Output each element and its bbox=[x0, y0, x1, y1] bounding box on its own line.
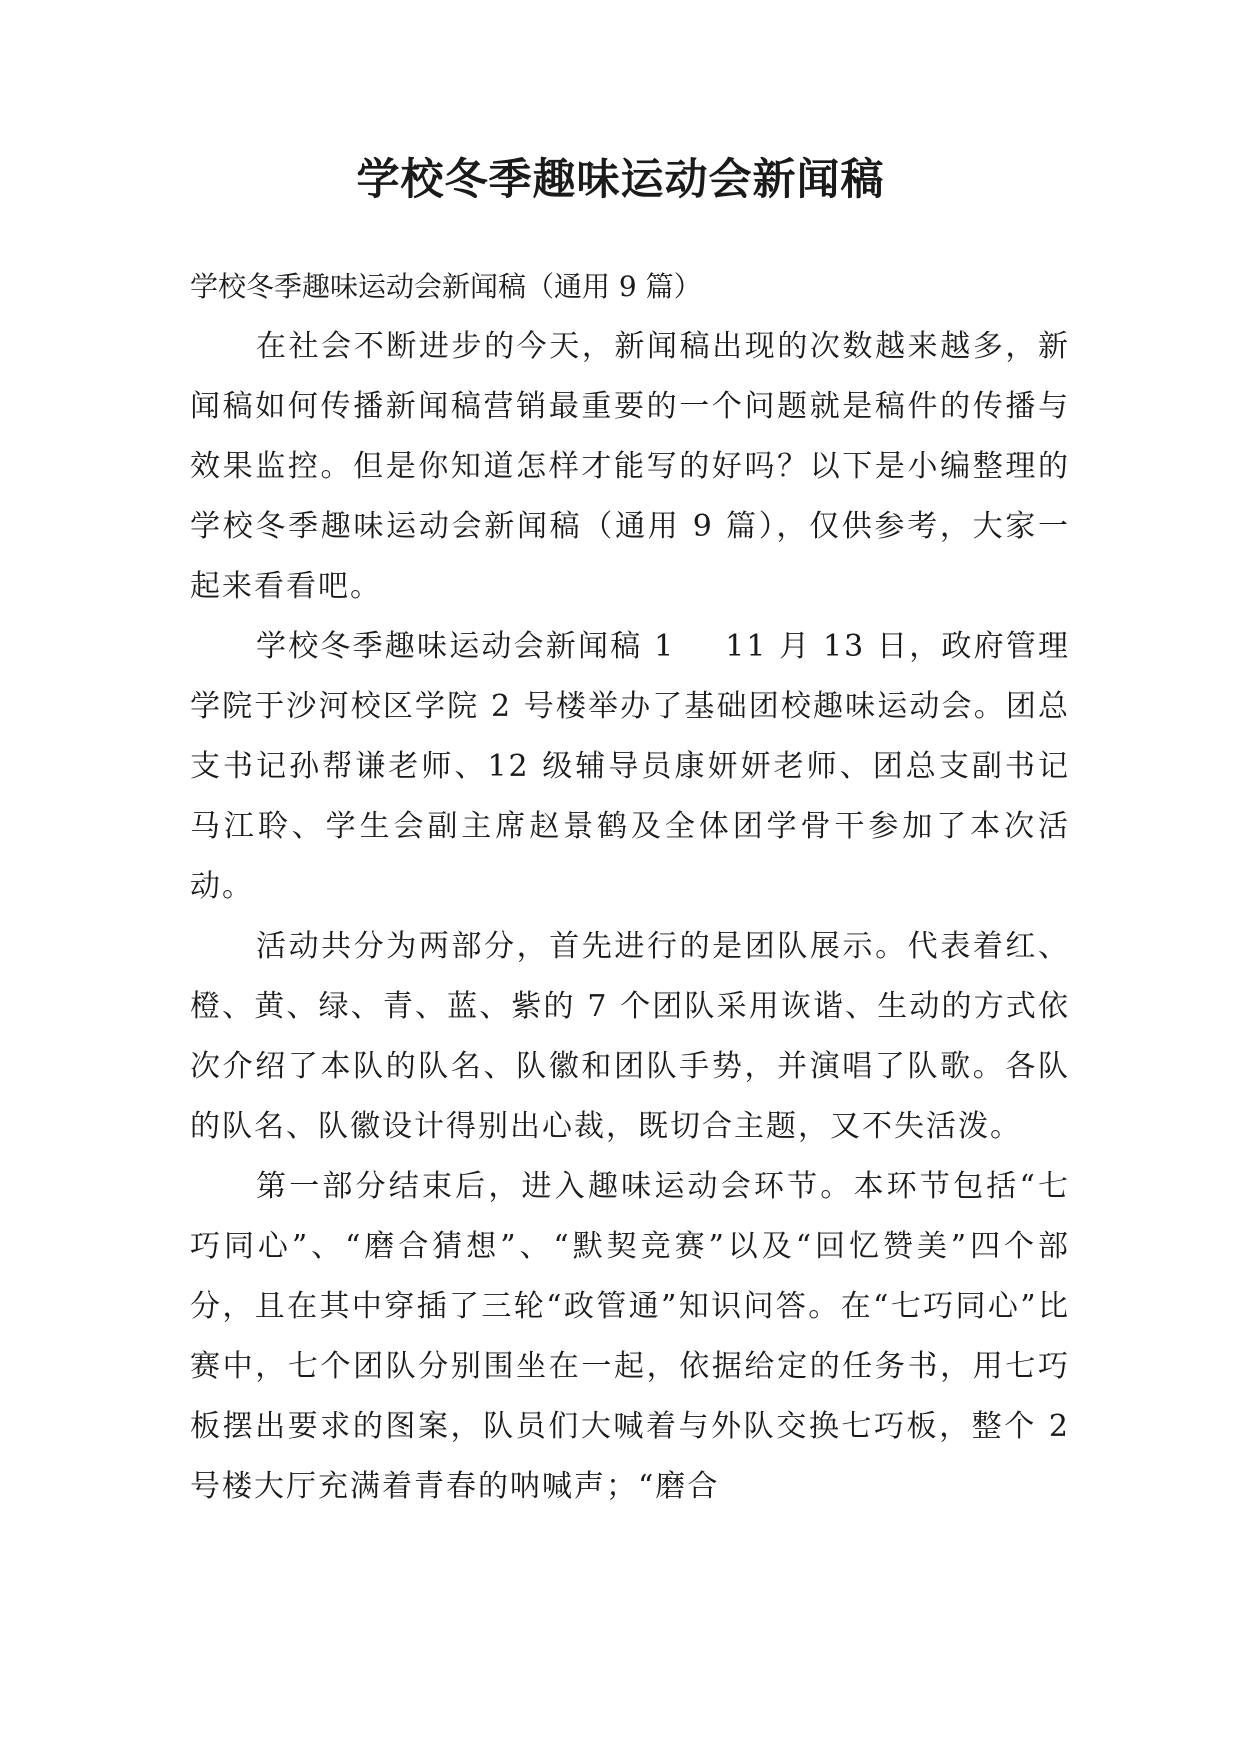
article-1-date: 11 月 13 日，政府 bbox=[725, 629, 1006, 664]
paragraph-intro: 在社会不断进步的今天，新闻稿出现的次数越来越多，新闻稿如何传播新闻稿营销最重要的一个问题就是稿件的传播与效果监控。但是你知道怎样才能写的好吗？以下是小编整理的学校冬季趣味运动会新闻稿（通用 9 篇），仅供参考，大家一起来看看吧。 bbox=[190, 329, 1070, 604]
paragraph-games: 第一部分结束后，进入趣味运动会环节。本环节包括“七巧同心”、“磨合猜想”、“默契竞赛”以及“回忆赞美”四个部分，且在其中穿插了三轮“政管通”知识问答。在“七巧同心”比赛中，七个团队分别围坐在一起，依据给定的任务书，用七巧板摆出要求的图案，队员们大喊着与外队交换七巧板，整个 2 号楼大厅充满着青春的呐喊声；“磨合 bbox=[190, 1169, 1070, 1504]
paragraph-team-display: 活动共分为两部分，首先进行的是团队展示。代表着红、橙、黄、绿、青、蓝、紫的 7 个团队采用诙谐、生动的方式依次介绍了本队的队名、队徽和团队手势，并演唱了队歌。各队的队名、队徽设计得别出心裁，既切合主题，又不失活泼。 bbox=[190, 929, 1070, 1144]
document-subtitle: 学校冬季趣味运动会新闻稿（通用 9 篇） bbox=[190, 270, 702, 303]
page-title: 学校冬季趣味运动会新闻稿 bbox=[356, 155, 885, 205]
article-1-heading: 学校冬季趣味运动会新闻稿 1 bbox=[256, 629, 676, 664]
paragraph-article-1 bbox=[190, 617, 1070, 917]
document-body bbox=[190, 257, 1070, 1517]
article-1-text: 管理学院于沙河校区学院 2 号楼举办了基础团校趣味运动会。团总支书记孙帮谦老师、12 级辅导员康妍妍老师、团总支副书记马江聆、学生会副主席赵景鹤及全体团学骨干参加了本次活动。 bbox=[190, 629, 1070, 904]
